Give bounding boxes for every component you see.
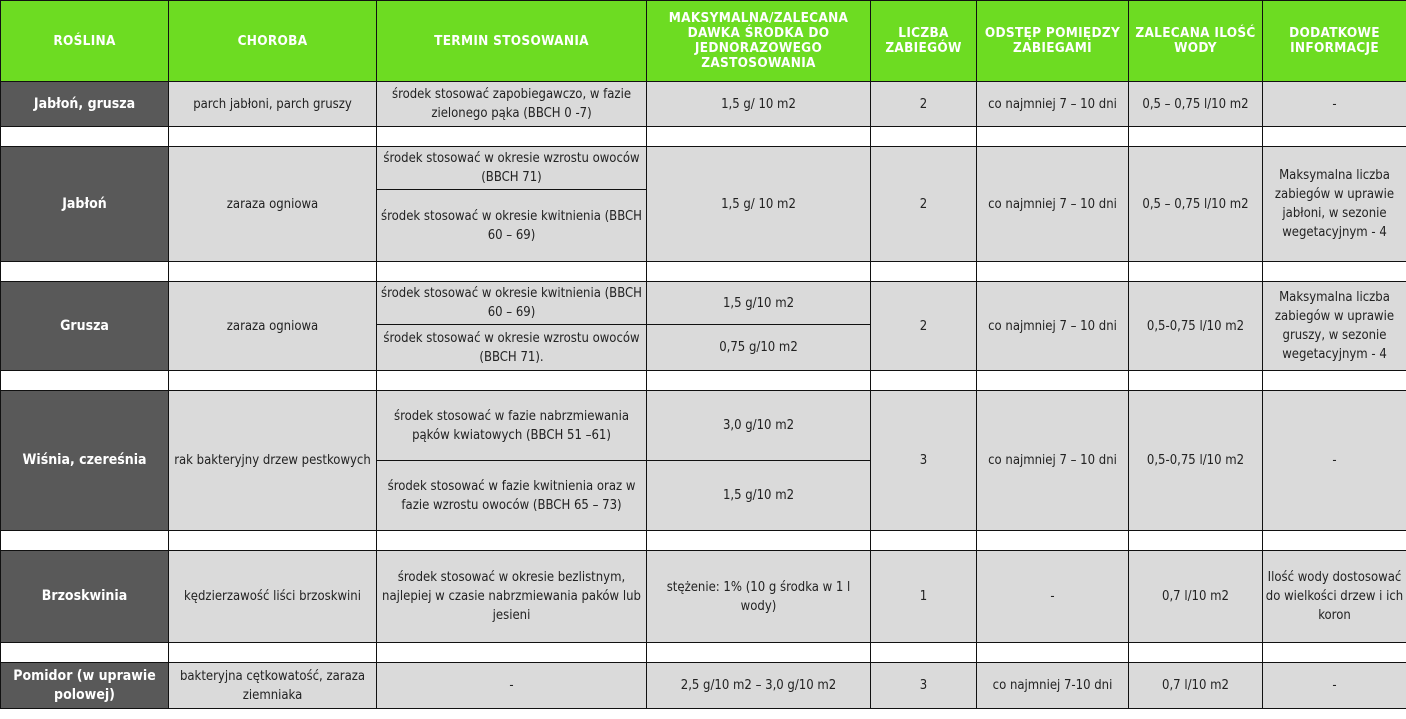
table-row [1,147,1406,190]
dose-cell: 1,5 g/10 m2 [647,461,871,531]
info-cell: - [1263,391,1406,531]
timing-cell: środek stosować w okresie wzrostu owoców (BBCH 71) [377,147,647,190]
spacer-row [1,127,1406,147]
table-row [1,663,1406,709]
timing-cell: - [377,663,647,709]
water-cell: 0,5 – 0,75 l/10 m2 [1129,82,1263,127]
water-cell: 0,5-0,75 l/10 m2 [1129,282,1263,371]
timing-cell: środek stosować w okresie kwitnienia (BBCH 60 – 69) [377,282,647,325]
header-timing: TERMIN STOSOWANIA [377,1,647,82]
header-disease: CHOROBA [169,1,377,82]
table-row [1,282,1406,325]
timing-cell: środek stosować w okresie wzrostu owoców (BBCH 71). [377,325,647,371]
plant-cell: Jabłoń [1,147,169,262]
count-cell: 2 [871,82,977,127]
disease-cell: parch jabłoni, parch gruszy [169,82,377,127]
table-row [1,82,1406,127]
dose-cell: stężenie: 1% (10 g środka w 1 l wody) [647,551,871,643]
timing-cell: środek stosować w fazie kwitnienia oraz w fazie wzrostu owoców (BBCH 65 – 73) [377,461,647,531]
water-cell: 0,5-0,75 l/10 m2 [1129,391,1263,531]
dose-cell: 2,5 g/10 m2 – 3,0 g/10 m2 [647,663,871,709]
header-count: LICZBA ZABIEGÓW [871,1,977,82]
disease-cell: bakteryjna cętkowatość, zaraza ziemniaka [169,663,377,709]
plant-cell: Grusza [1,282,169,371]
info-cell: - [1263,663,1406,709]
header-interval: ODSTĘP POMIĘDZY ZABIEGAMI [977,1,1129,82]
timing-cell: środek stosować w fazie nabrzmiewania pąków kwiatowych (BBCH 51 –61) [377,391,647,461]
info-cell: Ilość wody dostosować do wielkości drzew i ich koron [1263,551,1406,643]
spacer-row [1,531,1406,551]
header-row [1,1,1406,82]
count-cell: 2 [871,282,977,371]
info-cell: Maksymalna liczba zabiegów w uprawie gruszy, w sezonie wegetacyjnym - 4 [1263,282,1406,371]
disease-cell: rak bakteryjny drzew pestkowych [169,391,377,531]
dose-cell: 3,0 g/10 m2 [647,391,871,461]
spacer-row [1,262,1406,282]
count-cell: 3 [871,391,977,531]
interval-cell: co najmniej 7 – 10 dni [977,147,1129,262]
spacer-row [1,371,1406,391]
info-cell: Maksymalna liczba zabiegów w uprawie jabłoni, w sezonie wegetacyjnym - 4 [1263,147,1406,262]
timing-cell: środek stosować w okresie bezlistnym, najlepiej w czasie nabrzmiewania paków lub jesieni [377,551,647,643]
dose-cell: 0,75 g/10 m2 [647,325,871,371]
count-cell: 3 [871,663,977,709]
water-cell: 0,7 l/10 m2 [1129,663,1263,709]
header-plant: ROŚLINA [1,1,169,82]
header-info: DODATKOWE INFORMACJE [1263,1,1406,82]
dose-cell: 1,5 g/ 10 m2 [647,82,871,127]
plant-cell: Pomidor (w uprawie polowej) [1,663,169,709]
disease-cell: kędzierzawość liści brzoskwini [169,551,377,643]
count-cell: 1 [871,551,977,643]
plant-cell: Jabłoń, grusza [1,82,169,127]
table-row [1,551,1406,643]
interval-cell: co najmniej 7 – 10 dni [977,282,1129,371]
interval-cell: co najmniej 7 – 10 dni [977,82,1129,127]
disease-cell: zaraza ogniowa [169,147,377,262]
header-water: ZALECANA ILOŚĆ WODY [1129,1,1263,82]
timing-cell: środek stosować zapobiegawczo, w fazie zielonego pąka (BBCH 0 -7) [377,82,647,127]
plant-cell: Wiśnia, czereśnia [1,391,169,531]
table-row [1,391,1406,461]
interval-cell: - [977,551,1129,643]
dose-cell: 1,5 g/ 10 m2 [647,147,871,262]
dose-cell: 1,5 g/10 m2 [647,282,871,325]
spacer-row [1,643,1406,663]
header-dose: MAKSYMALNA/ZALECANA DAWKA ŚRODKA DO JEDNORAZOWEGO ZASTOSOWANIA [647,1,871,82]
interval-cell: co najmniej 7 – 10 dni [977,391,1129,531]
water-cell: 0,5 – 0,75 l/10 m2 [1129,147,1263,262]
interval-cell: co najmniej 7-10 dni [977,663,1129,709]
count-cell: 2 [871,147,977,262]
disease-cell: zaraza ogniowa [169,282,377,371]
water-cell: 0,7 l/10 m2 [1129,551,1263,643]
timing-cell: środek stosować w okresie kwitnienia (BBCH 60 – 69) [377,190,647,262]
plant-cell: Brzoskwinia [1,551,169,643]
info-cell: - [1263,82,1406,127]
